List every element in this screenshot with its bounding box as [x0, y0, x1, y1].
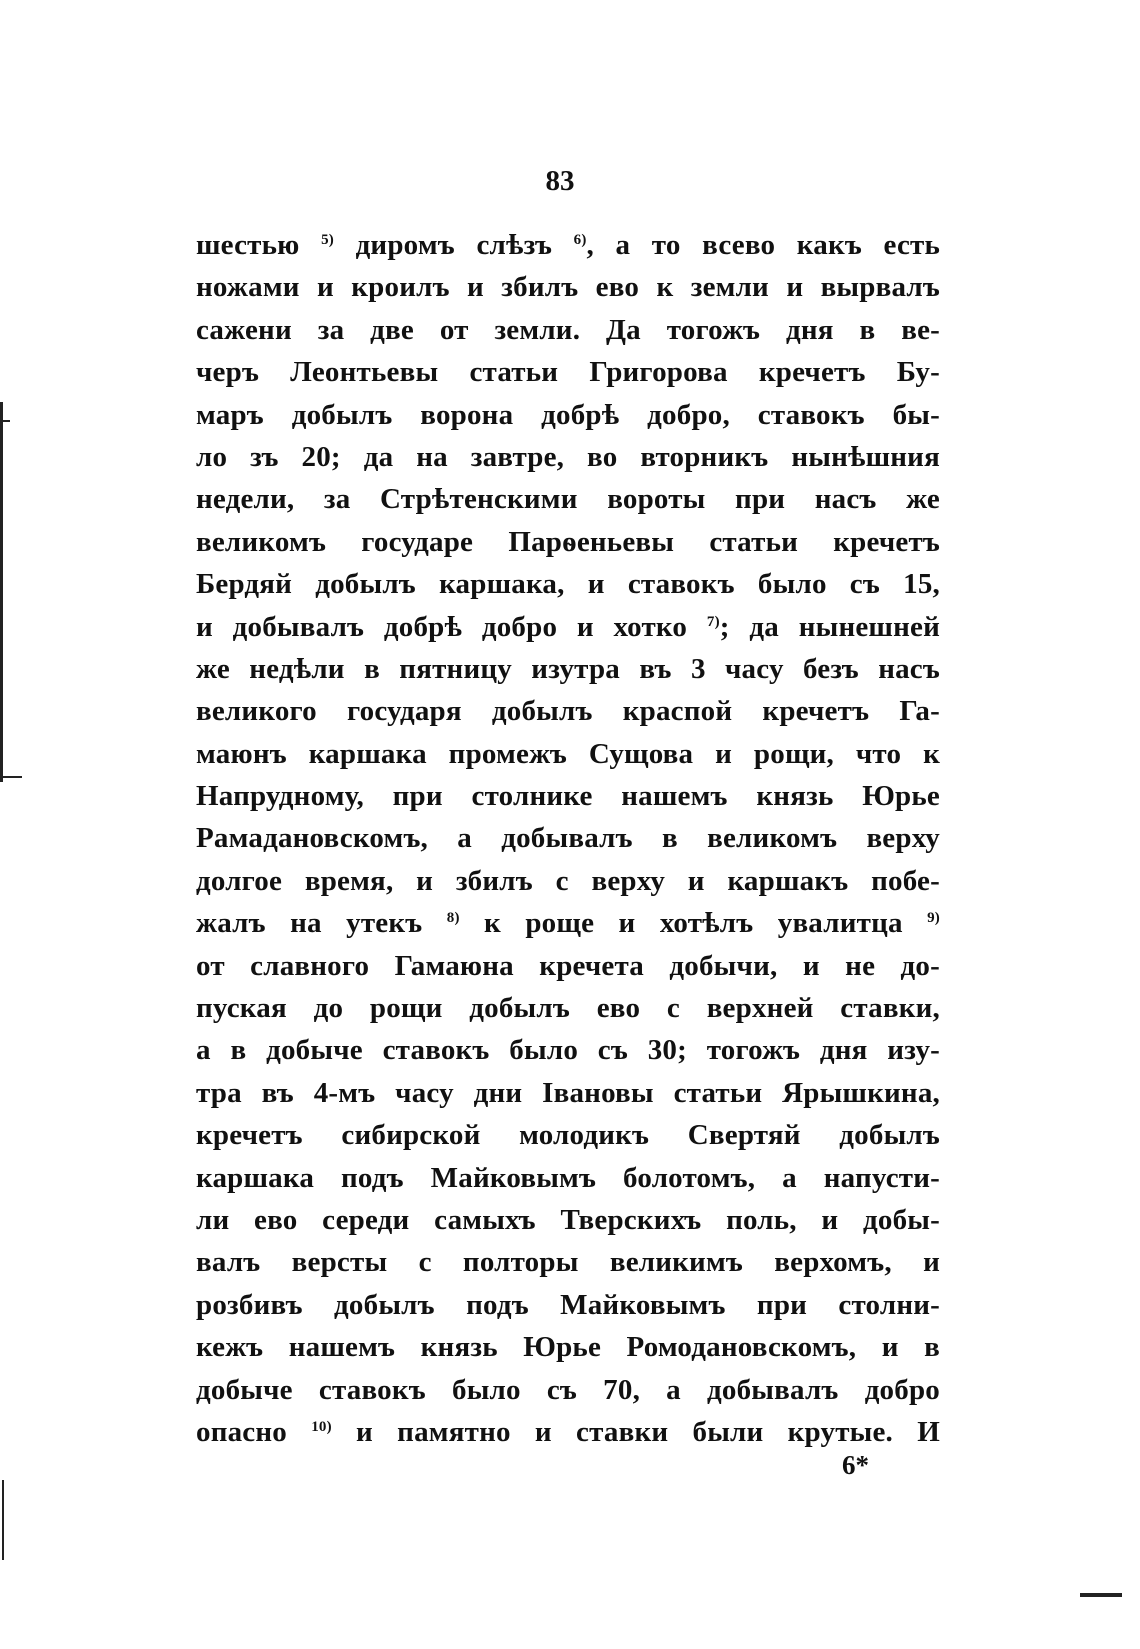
left-edge-line — [0, 402, 3, 782]
text-line — [196, 1369, 940, 1411]
text-segment: Рамадановскомъ, а добывалъ в великомъ верху — [196, 822, 940, 855]
text-line — [196, 1326, 940, 1368]
text-line — [196, 987, 940, 1029]
text-line — [196, 1284, 940, 1326]
text-segment: великого государя добылъ краспой кречетъ Га- — [196, 695, 940, 728]
text-line — [196, 563, 940, 605]
text-line — [196, 521, 940, 563]
text-segment: тра въ 4-мъ часу дни Івановы статьи Ярышкина, — [196, 1076, 940, 1109]
text-segment: валъ версты с полторы великимъ верхомъ, и — [196, 1246, 940, 1279]
text-segment: Напрудному, при столнике нашемъ князь Юрье — [196, 780, 940, 813]
text-line — [196, 817, 940, 859]
text-line — [196, 945, 940, 987]
text-segment: а в добыче ставокъ было съ 30; тогожъ дня изу- — [196, 1034, 940, 1067]
text-line — [196, 690, 940, 732]
text-segment: розбивъ добылъ подъ Майковымъ при столни- — [196, 1288, 940, 1321]
text-line — [196, 1072, 940, 1114]
left-edge-tick — [0, 776, 22, 778]
text-segment: маръ добылъ ворона добрѣ добро, ставокъ бы- — [196, 398, 940, 431]
body-text — [196, 224, 940, 1453]
text-line — [196, 902, 940, 944]
text-segment: каршака подъ Майковымъ болотомъ, а напусти- — [196, 1161, 940, 1194]
text-segment: и памятно и ставки были крутые. И — [331, 1415, 940, 1448]
text-line — [196, 436, 940, 478]
left-edge-tick-top — [0, 420, 10, 422]
text-line — [196, 1157, 940, 1199]
text-segment: долгое время, и збилъ с верху и каршакъ побе- — [196, 864, 940, 897]
text-line — [196, 1114, 940, 1156]
text-segment: черъ Леонтьевы статьи Григорова кречетъ Бу- — [196, 356, 940, 389]
text-segment: великомъ государе Парѳеньевы статьи кречетъ — [196, 525, 940, 558]
text-line — [196, 351, 940, 393]
text-segment: к роще и хотѣлъ увалитца — [459, 907, 928, 940]
text-segment: ножами и кроилъ и збилъ ево к земли и вырвалъ — [196, 271, 940, 304]
text-line — [196, 1411, 940, 1453]
text-segment: пуская до рощи добылъ ево с верхней ставки, — [196, 992, 940, 1025]
text-line — [196, 775, 940, 817]
text-segment: шестью — [196, 229, 322, 261]
footnote-marker: 6) — [573, 232, 587, 248]
text-line — [196, 648, 940, 690]
text-segment: кречетъ сибирской молодикъ Свертяй добылъ — [196, 1119, 940, 1152]
signature-mark: 6* — [842, 1450, 869, 1480]
text-segment: добыче ставокъ было съ 70, а добывалъ добро — [196, 1373, 940, 1406]
text-line — [196, 224, 940, 266]
text-line — [196, 309, 940, 351]
text-segment: диромъ слѣзъ — [334, 229, 574, 261]
text-segment: жалъ на утекъ — [196, 907, 447, 940]
right-edge-dash — [1080, 1593, 1122, 1597]
text-segment: кежъ нашемъ князь Юрье Ромодановскомъ, и в — [196, 1331, 940, 1364]
text-segment: Бердяй добылъ каршака, и ставокъ было съ 15, — [196, 568, 940, 601]
text-segment: сажени за две от земли. Да тогожъ дня в ве- — [196, 313, 940, 346]
text-segment: ло зъ 20; да на завтре, во вторникъ нынѣшния — [196, 440, 940, 473]
text-line — [196, 478, 940, 520]
footnote-marker: 10) — [311, 1418, 332, 1435]
text-line — [196, 1199, 940, 1241]
text-line — [196, 606, 940, 648]
text-segment: , а то всево какъ есть — [586, 229, 940, 261]
text-segment: ли ево середи самыхъ Тверскихъ поль, и добы- — [196, 1203, 940, 1236]
text-segment: ; да нынешней — [719, 610, 940, 643]
text-segment: маюнъ каршака промежъ Сущова и рощи, что к — [196, 737, 940, 770]
footnote-marker: 5) — [321, 232, 334, 248]
text-segment: же недѣли в пятницу изутра въ 3 часу безъ насъ — [196, 652, 940, 685]
footnote-marker: 8) — [446, 910, 460, 927]
page-number: 83 — [545, 165, 575, 197]
text-segment: опасно — [196, 1415, 312, 1448]
text-segment: от славного Гамаюна кречета добычи, и не до- — [196, 949, 940, 982]
text-line — [196, 394, 940, 436]
text-segment: и добывалъ добрѣ добро и хотко — [196, 610, 707, 643]
text-line — [196, 1029, 940, 1071]
footnote-marker: 9) — [927, 910, 940, 927]
left-edge-line-bottom — [2, 1480, 4, 1560]
text-line — [196, 733, 940, 775]
text-segment: недели, за Стрѣтенскими вороты при насъ же — [196, 483, 940, 516]
footnote-marker: 7) — [706, 613, 720, 630]
text-line — [196, 266, 940, 308]
text-line — [196, 1241, 940, 1283]
text-line — [196, 860, 940, 902]
